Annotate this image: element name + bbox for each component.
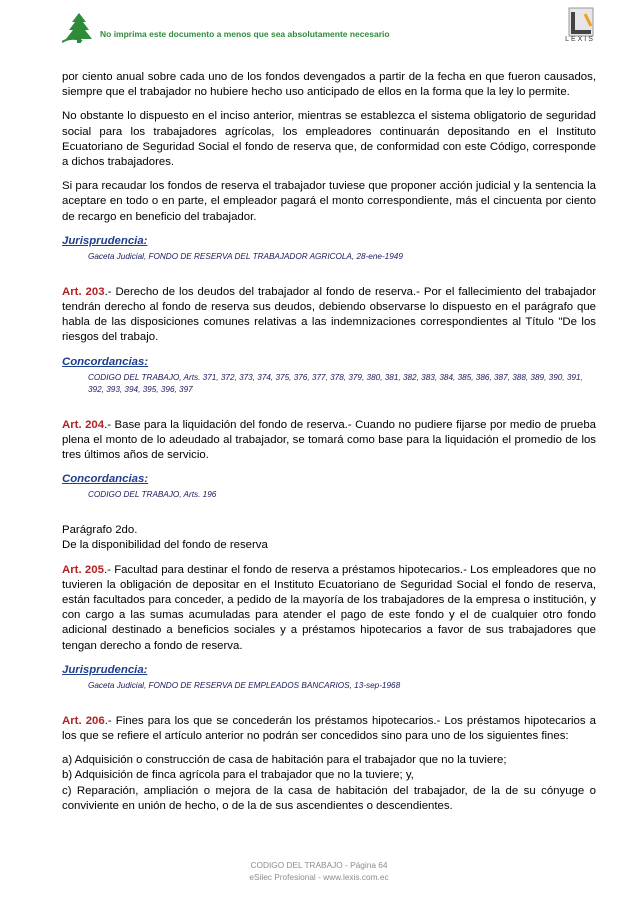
footer-website: eSilec Profesional - www.lexis.com.ec [249,872,389,882]
article-206-text: .- Fines para los que se concederán los préstamos hipotecarios.- Los préstamos hipotecarios a los que se refiere el artículo anterior no podrán ser concedidos sino para uno de los siguientes fines: [62,714,596,743]
lexis-logo-text: LEXIS [565,36,595,43]
paragraph-intro-1: por ciento anual sobre cada uno de los fondos devengados a partir de la fecha en que fueron causados, siempre que el trabajador no hubiere hecho uso anticipado de ellos en la forma que la ley lo permite. [62,71,596,99]
article-205 [62,563,596,654]
concordancias-link[interactable]: Concordancias: [62,473,149,486]
article-204-text: .- Base para la liquidación del fondo de reserva.- Cuando no pudiere fijarse por medio de prueba plena el monto de lo adeudado al trabajador, se tomará como base para la liquidación el promedio de los tres últimos años de servicio. [62,418,596,462]
page-footer [0,859,638,883]
article-204-number: Art. 204 [62,418,105,431]
article-204 [62,418,596,464]
list-item: c) Reparación, ampliación o mejora de la casa de habitación del trabajador, de la de su cónyuge o conviviente en unión de hecho, o de la de sus ascendientes o descendientes. [62,784,596,812]
list-item: a) Adquisición o construcción de casa de habitación para el trabajador que no la tuviere; [62,754,507,767]
concordancias-ref[interactable]: CODIGO DEL TRABAJO, Arts. 371, 372, 373, 374, 375, 376, 377, 378, 379, 380, 381, 382, 383, 384, 385, 386, 387, 388, 389, 390, 391, 392, 393, 394, 395, 396, 397 [88,372,583,394]
page-header [0,0,638,50]
concordancias-ref[interactable]: CODIGO DEL TRABAJO, Arts. 196 [88,490,217,500]
article-205-text: .- Facultad para destinar el fondo de reserva a préstamos hipotecarios.- Los empleadores que no tuvieren la obligación de depositar en el Instituto Ecuatoriano de Seguridad Social el fondo de reserva, están facultados para conceder, a pedido de la mayoría de los trabajadores de la empresa o institución, y con cargo a las sumas acumuladas para atender el pago de este fondo y el de cualquier otro fondo adicional destinado a beneficios sociales y a préstamos hipotecarios a favor de sus trabajadores que tengan derecho a fondo de reserva. [62,563,596,652]
article-205-number: Art. 205 [62,563,104,576]
jurisprudencia-ref[interactable]: Gaceta Judicial, FONDO DE RESERVA DEL TRABAJADOR AGRICOLA, 28-ene-1949 [88,251,403,261]
footer-page-number: CODIGO DEL TRABAJO - Página 64 [250,860,388,870]
article-203-number: Art. 203 [62,285,105,298]
paragrafo-title: De la disponibilidad del fondo de reserva [62,539,268,552]
jurisprudencia-link[interactable]: Jurisprudencia: [62,663,148,676]
concordancias-link[interactable]: Concordancias: [62,355,149,368]
tree-logo-icon [62,12,96,44]
print-notice: No imprima este documento a menos que sea absolutamente necesario [100,29,390,39]
document-body [62,70,596,823]
article-206-number: Art. 206 [62,714,105,727]
list-item: b) Adquisición de finca agrícola para el trabajador que no la tuviere; y, [62,769,414,782]
paragraph-intro-3: Si para recaudar los fondos de reserva el trabajador tuviese que proponer acción judicial y la sentencia la aceptare en todo o en parte, el empleador pagará el monto correspondiente, más el cincuenta por ciento de recargo en beneficio del trabajador. [62,180,596,223]
jurisprudencia-ref[interactable]: Gaceta Judicial, FONDO DE RESERVA DE EMPLEADOS BANCARIOS, 13-sep-1968 [88,680,401,690]
article-203 [62,285,596,346]
article-203-text: .- Derecho de los deudos del trabajador al fondo de reserva.- Por el fallecimiento del trabajador tendrán derecho al fondo de reserva sus deudos, debiendo observarse lo dispuesto en el parágrafo que habla de las disposiciones comunes relativas a las indemnizaciones correspondientes al Título "De los riesgos del trabajo. [62,285,596,344]
jurisprudencia-link[interactable]: Jurisprudencia: [62,234,148,247]
paragrafo-heading: Parágrafo 2do. [62,524,138,537]
article-206 [62,714,596,744]
paragraph-intro-2: No obstante lo dispuesto en el inciso anterior, mientras se establezca el sistema obligatorio de seguridad social para los trabajadores agrícolas, los empleadores continuarán depositando en el Instituto Ecuatoriano de Seguridad Social el fondo de reserva que, de conformidad con este Código, corresponde a dichos trabajadores. [62,110,596,169]
